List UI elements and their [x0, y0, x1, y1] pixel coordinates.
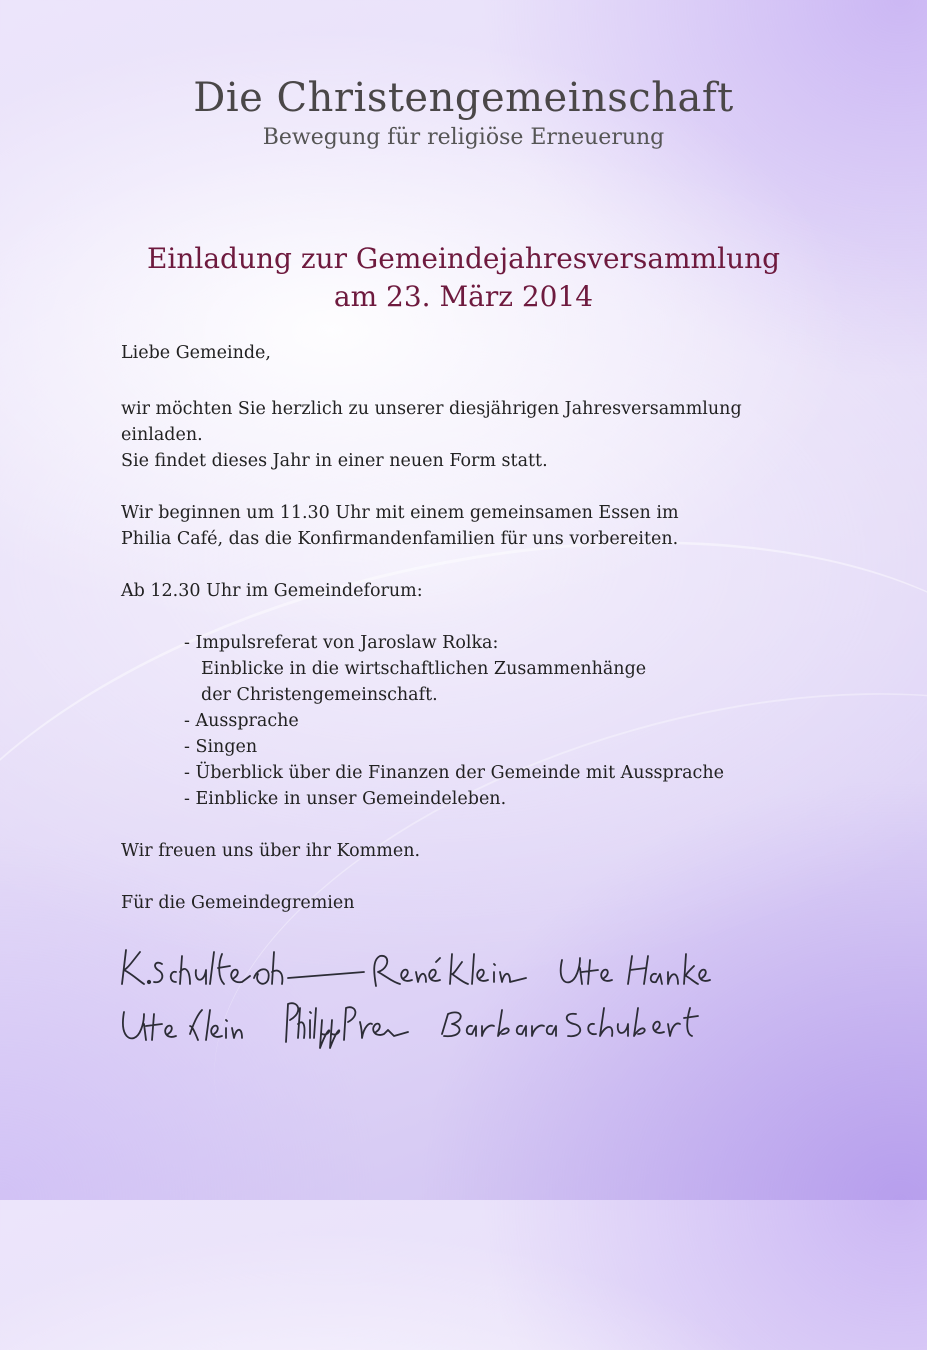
- greeting: Liebe Gemeinde,: [121, 343, 271, 363]
- agenda-list: [184, 630, 821, 812]
- agenda-item: - Impulsreferat von Jaroslaw Rolka:: [184, 633, 499, 653]
- signature-image: [118, 938, 718, 1058]
- agenda-item: - Singen: [184, 737, 258, 757]
- paragraph-text: Wir beginnen um 11.30 Uhr mit einem gemeinsamen Essen im: [121, 503, 679, 523]
- sign-off-text: Für die Gemeindegremien: [121, 893, 355, 913]
- invitation-title-line1: Einladung zur Gemeindejahresversammlung: [146, 242, 781, 275]
- agenda-item-continuation: der Christengemeinschaft.: [201, 685, 438, 705]
- invitation-date: am 23. März 2014: [333, 280, 594, 313]
- closing-text: Wir freuen uns über ihr Kommen.: [121, 841, 421, 861]
- paragraph-text: Ab 12.30 Uhr im Gemeindeforum:: [121, 581, 423, 601]
- agenda-item-continuation: Einblicke in die wirtschaftlichen Zusammenhänge: [201, 659, 647, 679]
- organization-subtitle: Bewegung für religiöse Erneuerung: [262, 125, 665, 150]
- paragraph-text: Philia Café, das die Konfirmandenfamilien für uns vorbereiten.: [121, 529, 679, 549]
- letterhead: [0, 72, 927, 152]
- organization-name: Die Christengemeinschaft: [193, 75, 734, 121]
- handwritten-signatures: [118, 938, 718, 1058]
- agenda-item: - Einblicke in unser Gemeindeleben.: [184, 789, 507, 809]
- paragraph-text: einladen.: [121, 425, 203, 445]
- invitation-title: [0, 240, 927, 316]
- paragraph-text: Sie findet dieses Jahr in einer neuen Form statt.: [121, 451, 548, 471]
- spacer: [121, 864, 821, 890]
- spacer: [121, 474, 821, 500]
- spacer: [121, 552, 821, 578]
- paragraph-text: wir möchten Sie herzlich zu unserer diesjährigen Jahresversammlung: [121, 399, 742, 419]
- letter-body: [121, 340, 821, 916]
- agenda-item: - Überblick über die Finanzen der Gemeinde mit Aussprache: [184, 763, 724, 783]
- agenda-item: - Aussprache: [184, 711, 299, 731]
